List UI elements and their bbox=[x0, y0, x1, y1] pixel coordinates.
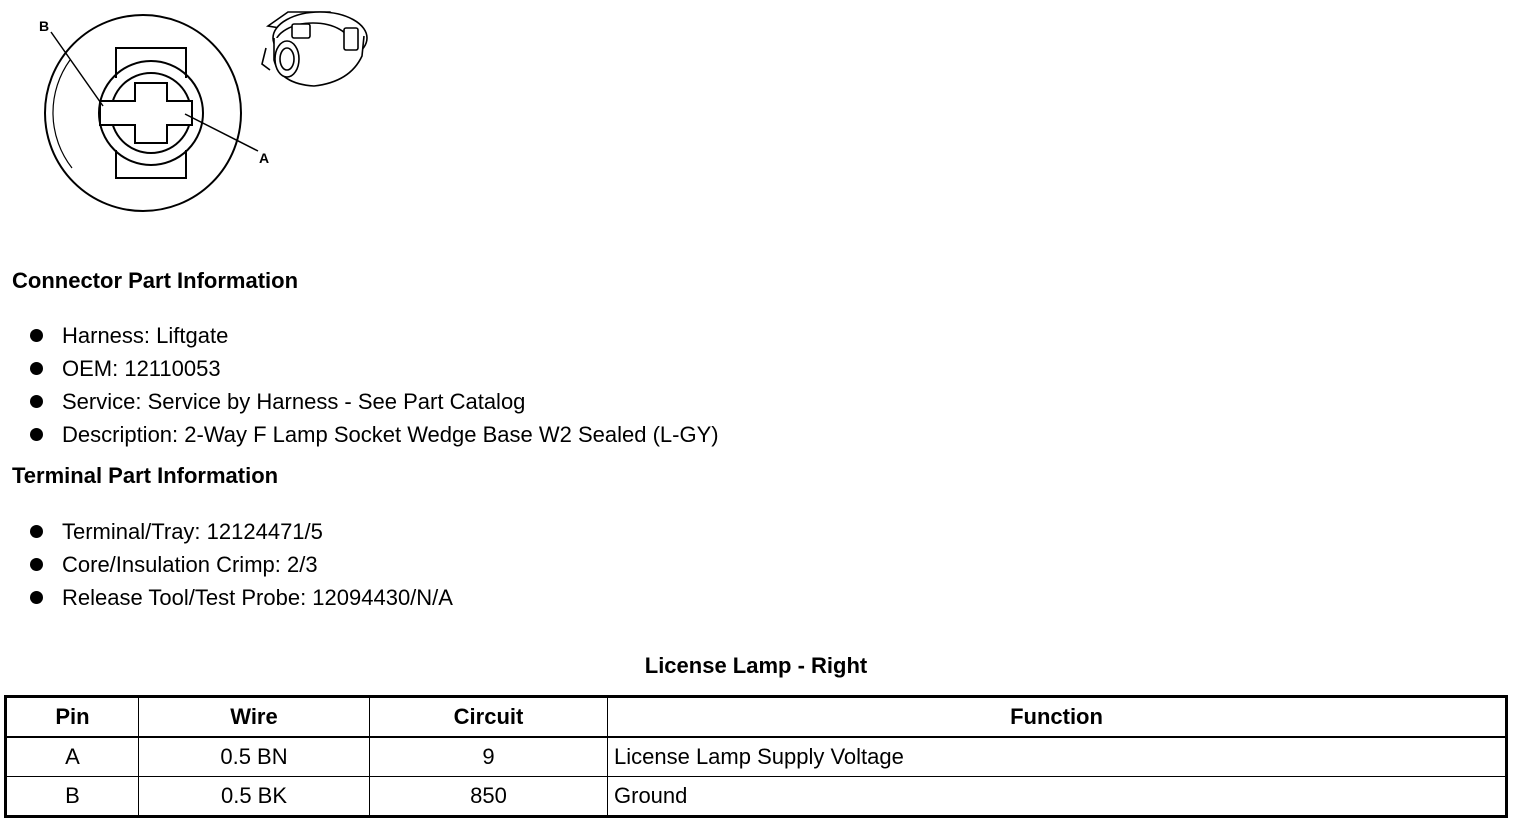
column-header-function: Function bbox=[608, 697, 1507, 737]
table-row bbox=[6, 737, 1507, 777]
list-item bbox=[30, 418, 719, 451]
bullet-icon bbox=[30, 395, 43, 408]
crimp-text: Core/Insulation Crimp: 2/3 bbox=[62, 552, 318, 577]
pin-b-callout: B bbox=[39, 18, 50, 34]
column-header-pin: Pin bbox=[6, 697, 139, 737]
terminal-part-info-list bbox=[30, 515, 453, 614]
bullet-icon bbox=[30, 525, 43, 538]
table-row bbox=[6, 777, 1507, 817]
description-text: Description: 2-Way F Lamp Socket Wedge Base W2 Sealed (L-GY) bbox=[62, 422, 719, 447]
connector-terminal-slot bbox=[100, 83, 192, 143]
lamp-socket-illustration bbox=[262, 12, 367, 86]
bullet-icon bbox=[30, 428, 43, 441]
terminal-part-info-heading: Terminal Part Information bbox=[12, 463, 279, 488]
bullet-icon bbox=[30, 362, 43, 375]
pin-table-title: License Lamp - Right bbox=[644, 653, 868, 678]
pin-a-callout: A bbox=[259, 150, 270, 166]
function-cell: Ground bbox=[608, 777, 1507, 817]
list-item bbox=[30, 515, 453, 548]
terminal-tray-text: Terminal/Tray: 12124471/5 bbox=[62, 519, 323, 544]
circuit-cell: 850 bbox=[370, 777, 608, 817]
connector-part-info-heading: Connector Part Information bbox=[12, 268, 299, 293]
pin-cell: B bbox=[6, 777, 139, 817]
harness-text: Harness: Liftgate bbox=[62, 323, 229, 348]
list-item bbox=[30, 319, 719, 352]
oem-text: OEM: 12110053 bbox=[62, 356, 221, 381]
list-item bbox=[30, 581, 453, 614]
wire-cell: 0.5 BN bbox=[139, 737, 370, 777]
list-item bbox=[30, 352, 719, 385]
release-tool-text: Release Tool/Test Probe: 12094430/N/A bbox=[62, 585, 453, 610]
pin-b-leader-line bbox=[51, 32, 103, 106]
list-item bbox=[30, 385, 719, 418]
bullet-icon bbox=[30, 591, 43, 604]
pin-table bbox=[4, 695, 1508, 818]
function-cell: License Lamp Supply Voltage bbox=[608, 737, 1507, 777]
table-header-row bbox=[6, 697, 1507, 737]
bullet-icon bbox=[30, 329, 43, 342]
column-header-circuit: Circuit bbox=[370, 697, 608, 737]
list-item bbox=[30, 548, 453, 581]
connector-face-inner-arc bbox=[53, 60, 72, 168]
pin-a-leader-line bbox=[185, 114, 258, 151]
service-text: Service: Service by Harness - See Part Catalog bbox=[62, 389, 526, 414]
pin-cell: A bbox=[6, 737, 139, 777]
wire-cell: 0.5 BK bbox=[139, 777, 370, 817]
bullet-icon bbox=[30, 558, 43, 571]
connector-diagram bbox=[30, 8, 390, 220]
circuit-cell: 9 bbox=[370, 737, 608, 777]
column-header-wire: Wire bbox=[139, 697, 370, 737]
connector-part-info-list bbox=[30, 319, 719, 451]
